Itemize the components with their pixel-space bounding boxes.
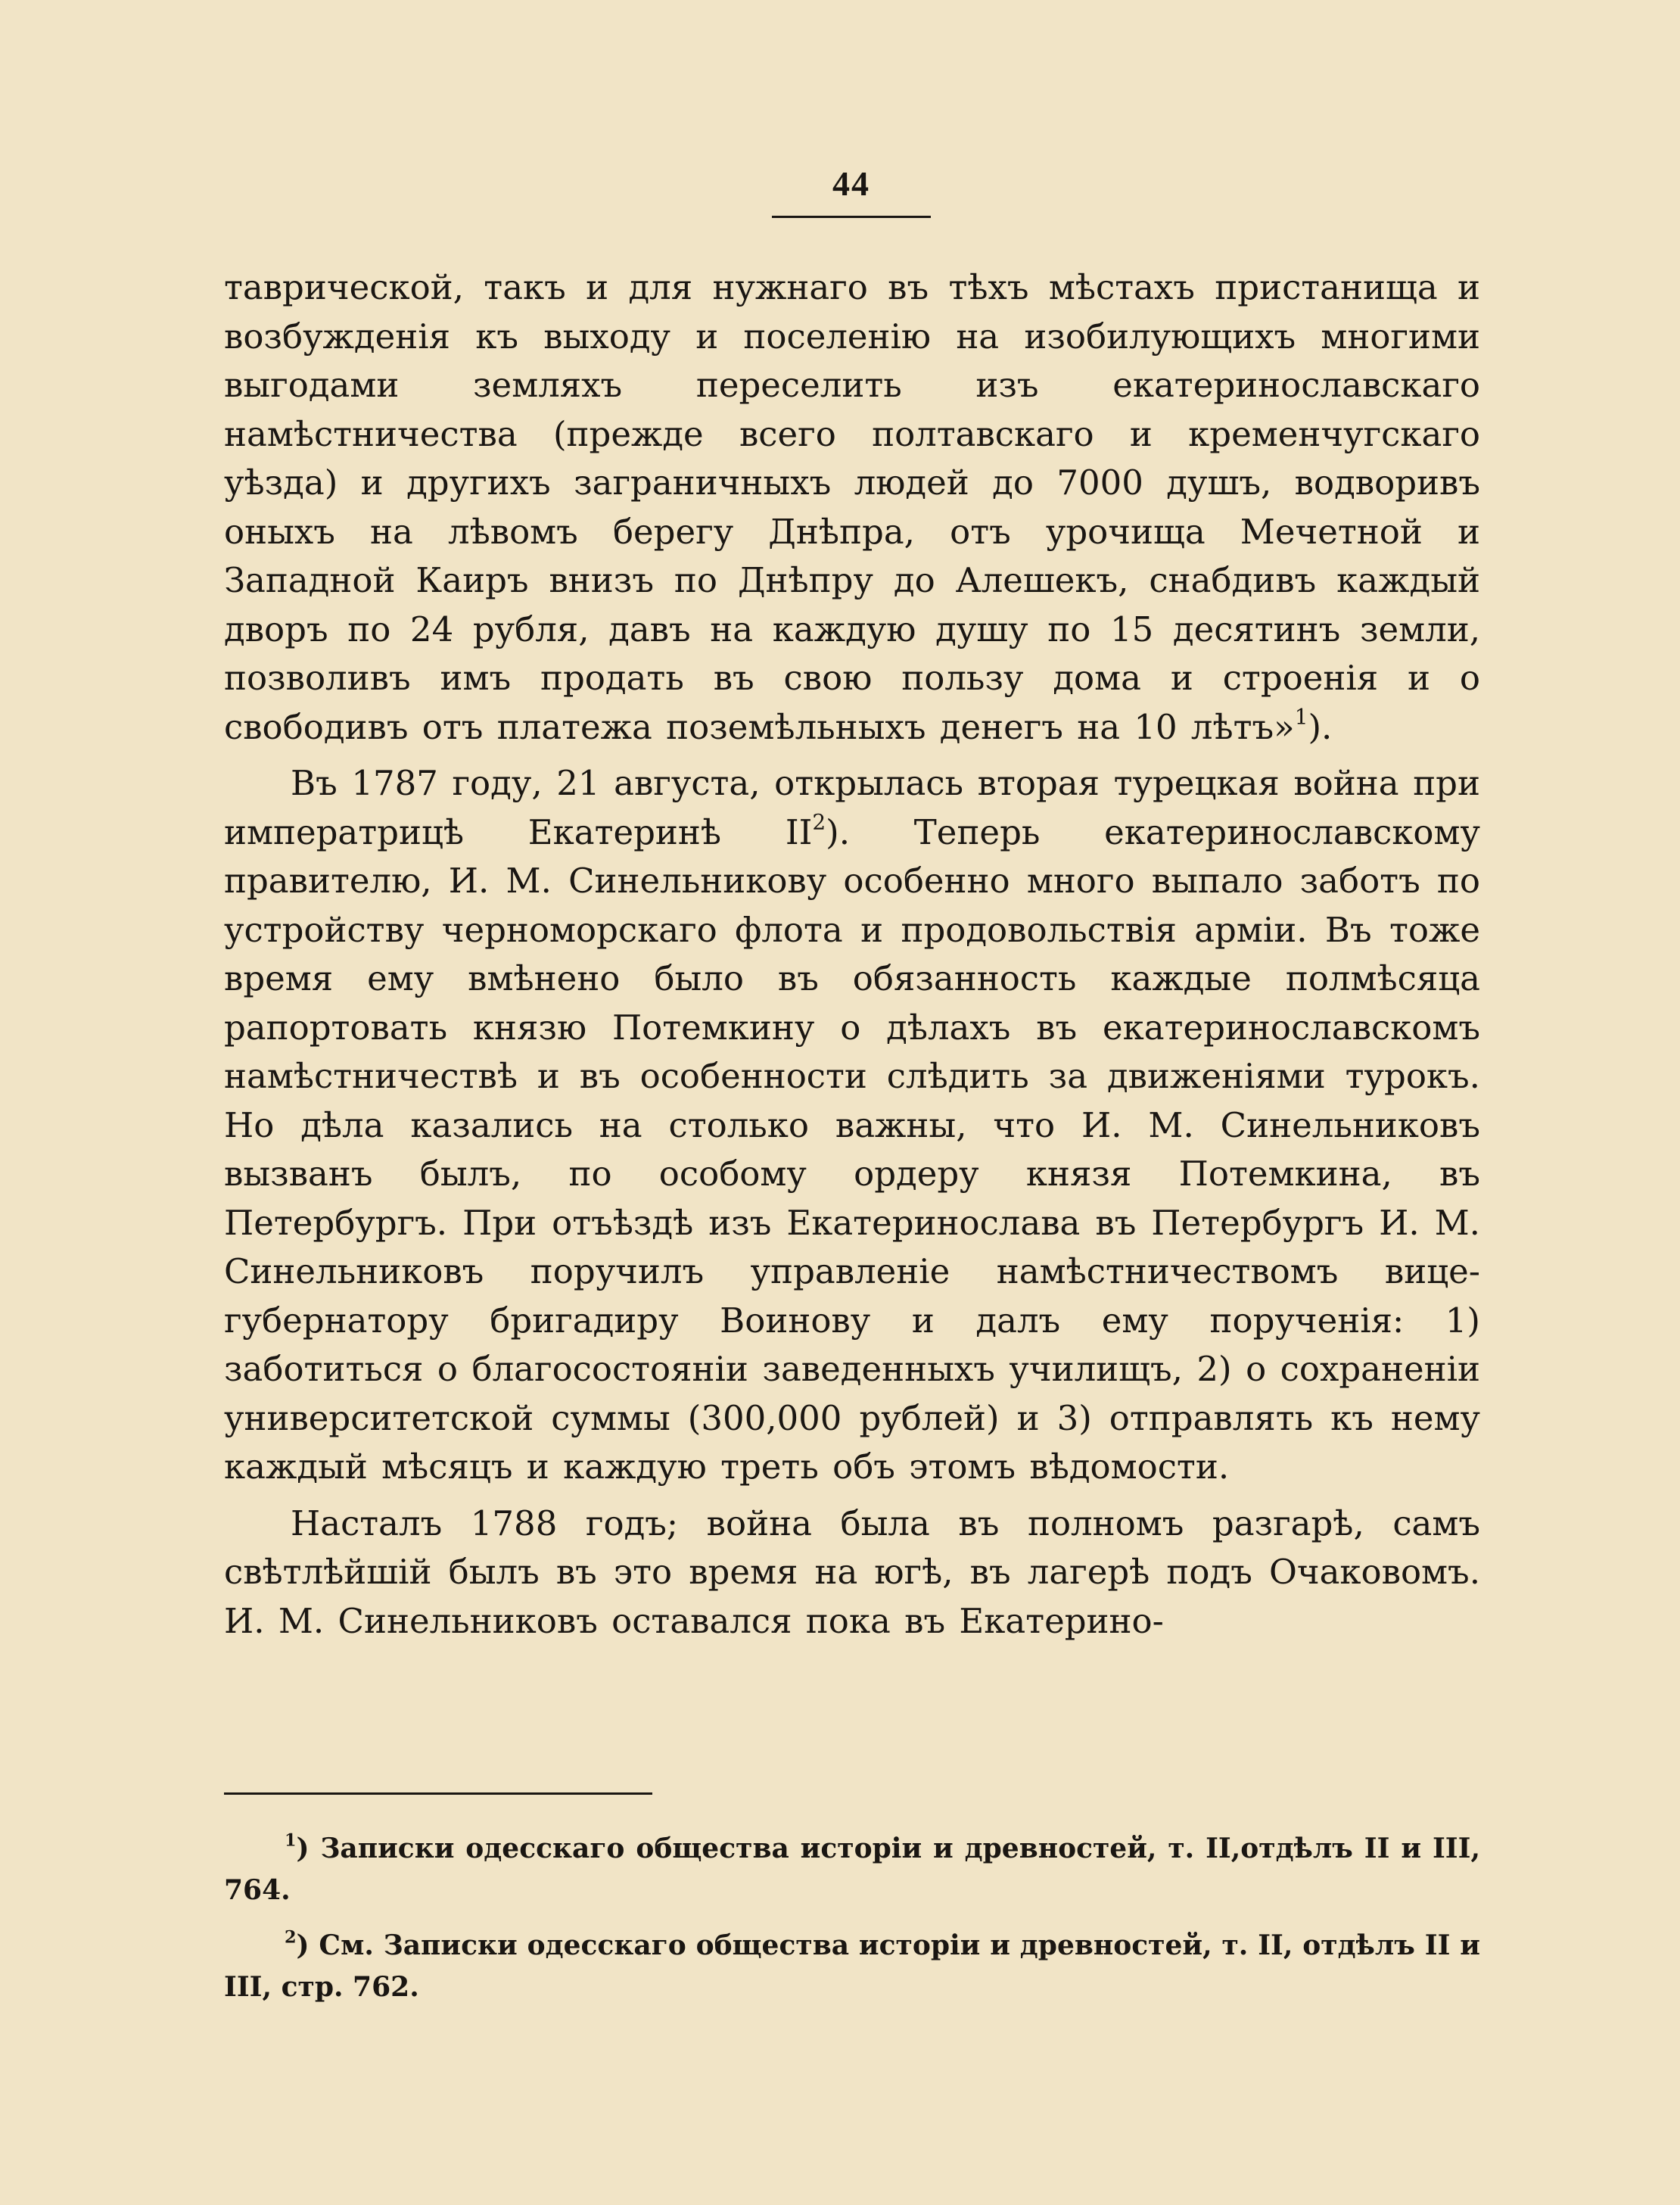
paragraph-1-tail: ). [1308, 706, 1333, 747]
footnote-1-mark: 1 [285, 1830, 297, 1851]
paragraph-3-text: Насталъ 1788 годъ; война была въ полномъ разгарѣ, самъ свѣтлѣйшій былъ въ это время на югѣ, въ лагерѣ подъ Очаковомъ. И. М. Синельниковъ оставался пока въ Екатерино- [224, 1503, 1480, 1641]
footnote-ref-1: 1 [1294, 703, 1308, 729]
page-number: 44 [832, 164, 870, 203]
paragraph-2-tail: ). Теперь екатеринославскому правителю, И. М. Синельникову особенно много выпало заботъ по устройству черноморскаго флота и продовольствія арміи. Въ тоже время ему вмѣнено было въ обязанность каждые полмѣсяца рапортовать князю Потемкину о дѣлахъ въ екатеринославскомъ намѣстничествѣ и въ особенности слѣдить за движеніями турокъ. Но дѣла казались на столько важны, что И. М. Синельниковъ вызванъ былъ, по особому ордеру князя Потемкина, въ Петербургъ. При отъѣздѣ изъ Екатеринослава въ Петербургъ И. М. Синельниковъ поручилъ управленіе намѣстничествомъ вице-губернатору бригадиру Воинову и далъ ему порученія: 1) заботиться о благосостояніи заведенныхъ училищъ, 2) о сохраненіи университетской суммы (300,000 рублей) и 3) отправлять къ нему каждый мѣсяцъ и каждую треть объ этомъ вѣдомости. [224, 811, 1480, 1487]
footnote-1 [224, 1828, 1480, 1911]
paragraph-3 [224, 1500, 1480, 1646]
footnote-separator [224, 1792, 652, 1795]
paragraph-2-text: Въ 1787 году, 21 августа, открылась вторая турецкая война при императрицѣ Екатеринѣ II [224, 763, 1480, 852]
paragraph-2 [224, 759, 1480, 1492]
body-text [224, 263, 1480, 1646]
footnote-2 [224, 1925, 1480, 2008]
paragraph-1-text: таврической, такъ и для нужнаго въ тѣхъ мѣстахъ пристанища и возбужденія къ выходу и поселенію на изобилующихъ многими выгодами земляхъ переселить изъ екатеринославскаго намѣстничества (прежде всего полтавскаго и кременчугскаго уѣзда) и другихъ заграничныхъ людей до 7000 душъ, водворивъ оныхъ на лѣвомъ берегу Днѣпра, отъ урочища Мечетной и Западной Каиръ внизъ по Днѣпру до Алешекъ, снабдивъ каждый дворъ по 24 рубля, давъ на каждую душу по 15 десятинъ земли, позволивъ имъ продать въ свою пользу дома и строенія и о свободивъ отъ платежа поземѣльныхъ денегъ на 10 лѣтъ» [224, 267, 1480, 747]
footnote-2-mark: 2 [285, 1927, 297, 1948]
footnote-2-text: ) См. Записки одесскаго общества исторіи и древностей, т. II, отдѣлъ II и III, стр. 762. [224, 1929, 1480, 2003]
page-number-underline [772, 216, 931, 218]
paragraph-1 [224, 263, 1480, 752]
footnote-ref-2: 2 [812, 808, 826, 834]
footnote-1-text: ) Записки одесскаго общества исторіи и древностей, т. II,отдѣлъ II и III, 764. [224, 1833, 1480, 1906]
footnotes [224, 1828, 1480, 2022]
